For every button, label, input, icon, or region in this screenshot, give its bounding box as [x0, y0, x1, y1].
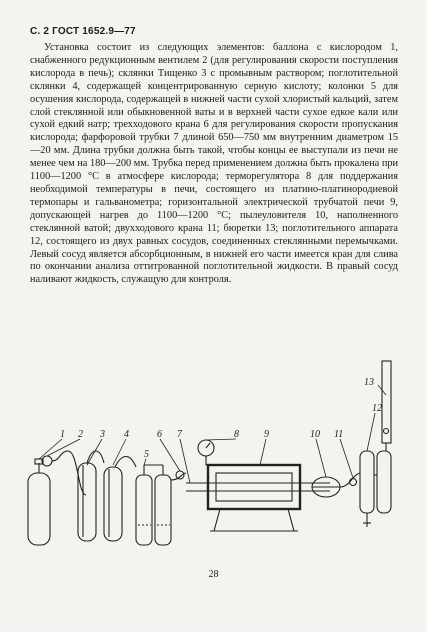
label-13: 13 — [364, 377, 374, 388]
dust-trap — [312, 477, 340, 497]
label-6: 6 — [157, 429, 162, 440]
reducing-valve — [42, 451, 86, 495]
oxygen-cylinder — [28, 459, 50, 545]
label-5: 5 — [144, 449, 149, 460]
absorption-apparatus — [360, 451, 391, 527]
burette — [382, 361, 391, 451]
thermoregulator — [198, 440, 235, 465]
absorption-flask — [104, 457, 136, 542]
label-1: 1 — [60, 429, 65, 440]
page-number: 28 — [208, 569, 219, 580]
label-3: 3 — [100, 429, 105, 440]
label-11: 11 — [334, 429, 344, 440]
label-10: 10 — [310, 429, 320, 440]
label-8: 8 — [234, 429, 239, 440]
label-12: 12 — [372, 403, 382, 414]
label-7: 7 — [177, 429, 182, 440]
label-9: 9 — [264, 429, 269, 440]
label-2: 2 — [78, 429, 83, 440]
label-4: 4 — [124, 429, 129, 440]
tishchenko-flask — [78, 451, 104, 541]
two-way-stopcock — [340, 473, 360, 487]
three-way-stopcock — [171, 471, 186, 480]
page-header: С. 2 ГОСТ 1652.9—77 — [30, 26, 136, 37]
drying-column — [136, 465, 171, 545]
apparatus-diagram — [20, 355, 410, 565]
tube-furnace — [208, 465, 300, 531]
body-paragraph: Установка состоит из следующих элементов: баллона с кислородом 1, снабженного редукционным вентилем 2 (для регулирования скорости поступления кислорода в печь); склянки Тищенко 3 с промывным раствором; поглотительной склянки 4, содержащей концентрированную серную кислоту; колонки 5 для осушения кислорода, содержащей в нижней части сухой хлористый кальций, затем слой стеклянной или обыкновенной ваты и в верхней части сухое едкое кали или сухой едкий натр; трехходового крана 6 для регулирования скорости пропускания кислорода; фарфоровой трубки 7 длиной 650—750 мм внутренним диаметром 15—20 мм. Длина трубки должна быть такой, чтобы концы ее выступали из печи не менее чем на 180—200 мм. Трубка перед применением должна быть прокалена при 1100—1200 °С в атмосфере кислорода; терморегулятора 8 для поддержания необходимой температуры в печи, состоящего из платино-платинородиевой термопары и гальванометра; горизонтальной электрической трубчатой печи 9, допускающей нагрев до 1100—1200 °С; пылеуловителя 10, наполненного стеклянной ватой; двухходового крана 11; бюретки 13; поглотительного аппарата 12, состоящего из двух равных сосудов, соединенных стеклянными перемычками. Левый сосуд является абсорбционным, в нижней его части имеется кран для слива по окончании анализа оттитрованной поглотительной жидкости. В правый сосуд наливают жидкость, служащую для контроля. — [30, 42, 398, 286]
